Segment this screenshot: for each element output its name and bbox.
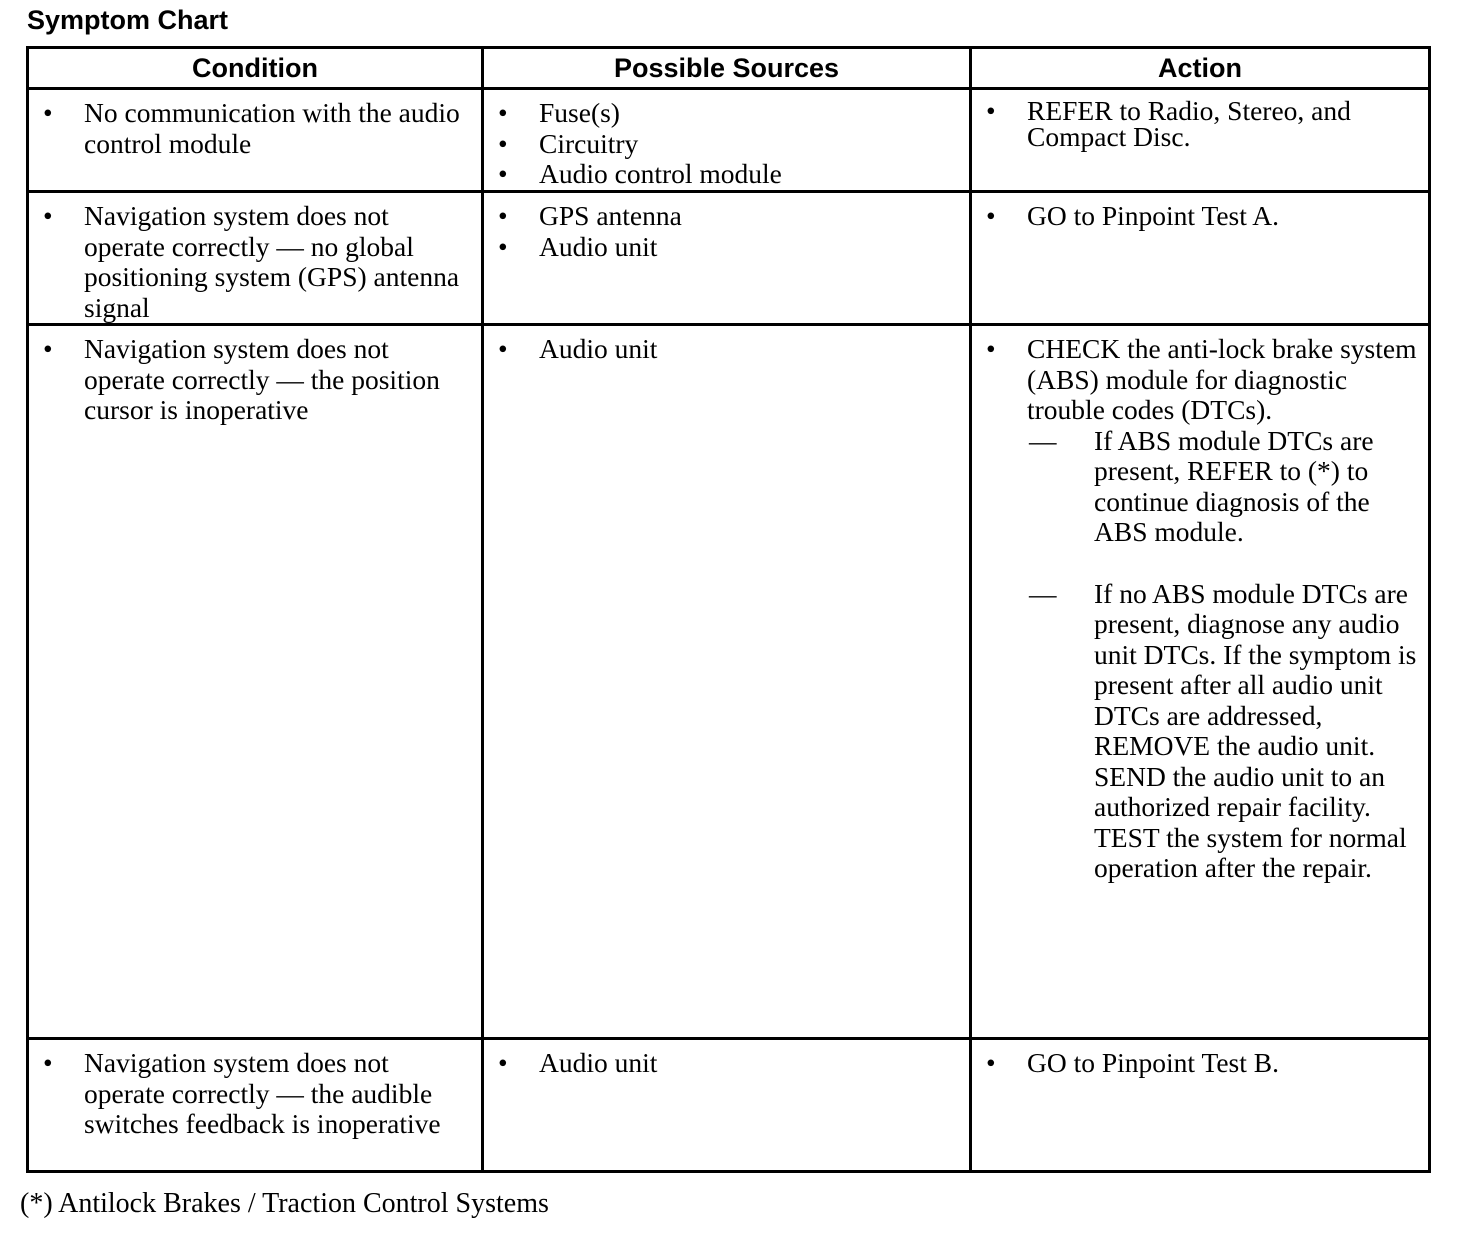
condition-cell [28,192,483,325]
header-condition: Condition [28,48,483,89]
action-cell [971,89,1430,192]
header-row [28,48,1430,89]
header-possible-sources: Possible Sources [483,48,971,89]
table-row [28,1039,1430,1172]
action-text: • GO to Pinpoint Test B. [972,1048,1428,1079]
footnote: (*) Antilock Brakes / Traction Control Systems [20,1188,549,1219]
substep-item: — If ABS module DTCs are present, REFER to (*) to continue diagnosis of the ABS module. [1027,426,1422,548]
symptom-chart-table [26,46,1431,1173]
source-item: • Audio unit [484,232,969,263]
source-item: • Audio unit [484,334,969,365]
action-text: • GO to Pinpoint Test A. [972,201,1428,232]
condition-text: • No communication with the audio control module [29,98,481,159]
table-row [28,325,1430,1039]
condition-cell [28,89,483,192]
condition-text: • Navigation system does not operate correctly — no global positioning system (GPS) antenna signal [29,201,481,323]
sources-cell [483,1039,971,1172]
substep-list [1027,426,1422,884]
condition-text: • Navigation system does not operate correctly — the audible switches feedback is inoperative [29,1048,481,1140]
chart-title: Symptom Chart [27,5,229,35]
source-item: • Audio control module [484,159,969,190]
sources-cell [483,89,971,192]
condition-cell [28,1039,483,1172]
action-text: • REFER to Radio, Stereo, and Compact Disc. [972,98,1428,150]
action-cell [971,192,1430,325]
source-item: • Fuse(s) [484,98,969,129]
source-item: • GPS antenna [484,201,969,232]
header-action: Action [971,48,1430,89]
action-text: • CHECK the anti-lock brake system (ABS) module for diagnostic trouble codes (DTCs). [1027,333,1417,425]
condition-text: • Navigation system does not operate correctly — the position cursor is inoperative [29,334,481,426]
action-item [972,334,1428,884]
table-row [28,89,1430,192]
action-cell [971,325,1430,1039]
table-row [28,192,1430,325]
source-item: • Audio unit [484,1048,969,1079]
source-item: • Circuitry [484,129,969,160]
sources-cell [483,192,971,325]
condition-cell [28,325,483,1039]
substep-item: — If no ABS module DTCs are present, diagnose any audio unit DTCs. If the symptom is present after all audio unit DTCs are addressed, REMOVE the audio unit. SEND the audio unit to an authorized repair facility. TEST the system for normal operation after the repair. [1027,579,1422,884]
sources-cell [483,325,971,1039]
action-cell [971,1039,1430,1172]
